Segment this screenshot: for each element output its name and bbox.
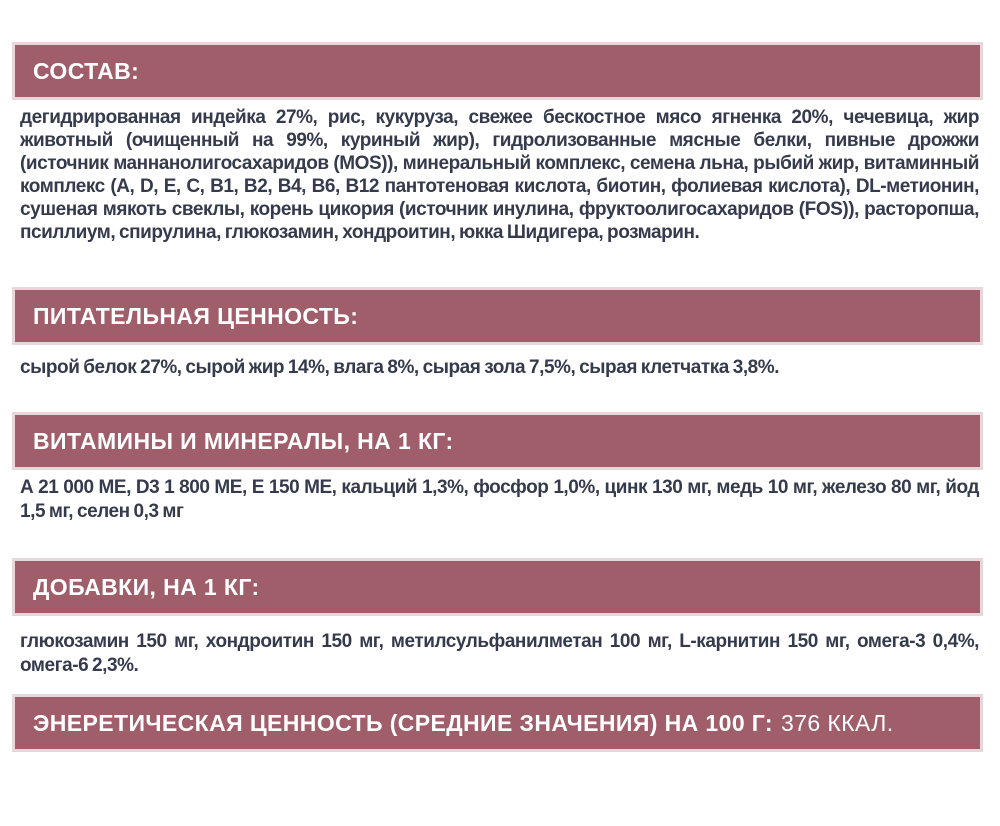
section-header-composition	[15, 45, 980, 97]
section-title-additives: ДОБАВКИ, НА 1 КГ:	[33, 573, 260, 600]
section-title-energy: ЭНЕРЕТИЧЕСКАЯ ЦЕННОСТЬ (СРЕДНИЕ ЗНАЧЕНИЯ) НА 100 Г:	[33, 709, 773, 736]
section-title-nutrition: ПИТАТЕЛЬНАЯ ЦЕННОСТЬ:	[33, 302, 359, 329]
section-title-composition: СОСТАВ:	[33, 57, 140, 84]
section-header-energy	[15, 697, 980, 749]
section-header-nutrition	[15, 290, 980, 342]
section-body-vitamins: А 21 000 МЕ, D3 1 800 МЕ, Е 150 МЕ, кальций 1,3%, фосфор 1,0%, цинк 130 мг, медь 10 мг, железо 80 мг, йод 1,5 мг, селен 0,3 мг	[20, 477, 979, 522]
energy-value: 376 ККАЛ.	[781, 709, 894, 736]
section-title-vitamins: ВИТАМИНЫ И МИНЕРАЛЫ, НА 1 КГ:	[33, 427, 454, 454]
section-header-additives	[15, 561, 980, 613]
section-body-composition: дегидрированная индейка 27%, рис, кукуруза, свежее бескостное мясо ягненка 20%, чечевица, жир животный (очищенный на 99%, куриный жир), гидролизованные мясные белки, пивные дрожжи (источник маннанолигосахаридов (MOS)), минеральный комплекс, семена льна, рыбий жир, витаминный комплекс (A, D, E, C, B1, B2, B4, B6, B12 пантотеновая кислота, биотин, фолиевая кислота), DL-метионин, сушеная мякоть свеклы, корень цикория (источник инулина, фруктоолигосахаридов (FOS)), расторопша, псиллиум, спирулина, глюкозамин, хондроитин, юкка Шидигера, розмарин.	[20, 107, 979, 243]
section-header-vitamins	[15, 415, 980, 467]
section-body-additives: глюкозамин 150 мг, хондроитин 150 мг, метилсульфанилметан 100 мг, L-карнитин 150 мг, омега-3 0,4%, омега-6 2,3%.	[20, 631, 979, 676]
section-body-nutrition: сырой белок 27%, сырой жир 14%, влага 8%, сырая зола 7,5%, сырая клетчатка 3,8%.	[20, 357, 780, 378]
